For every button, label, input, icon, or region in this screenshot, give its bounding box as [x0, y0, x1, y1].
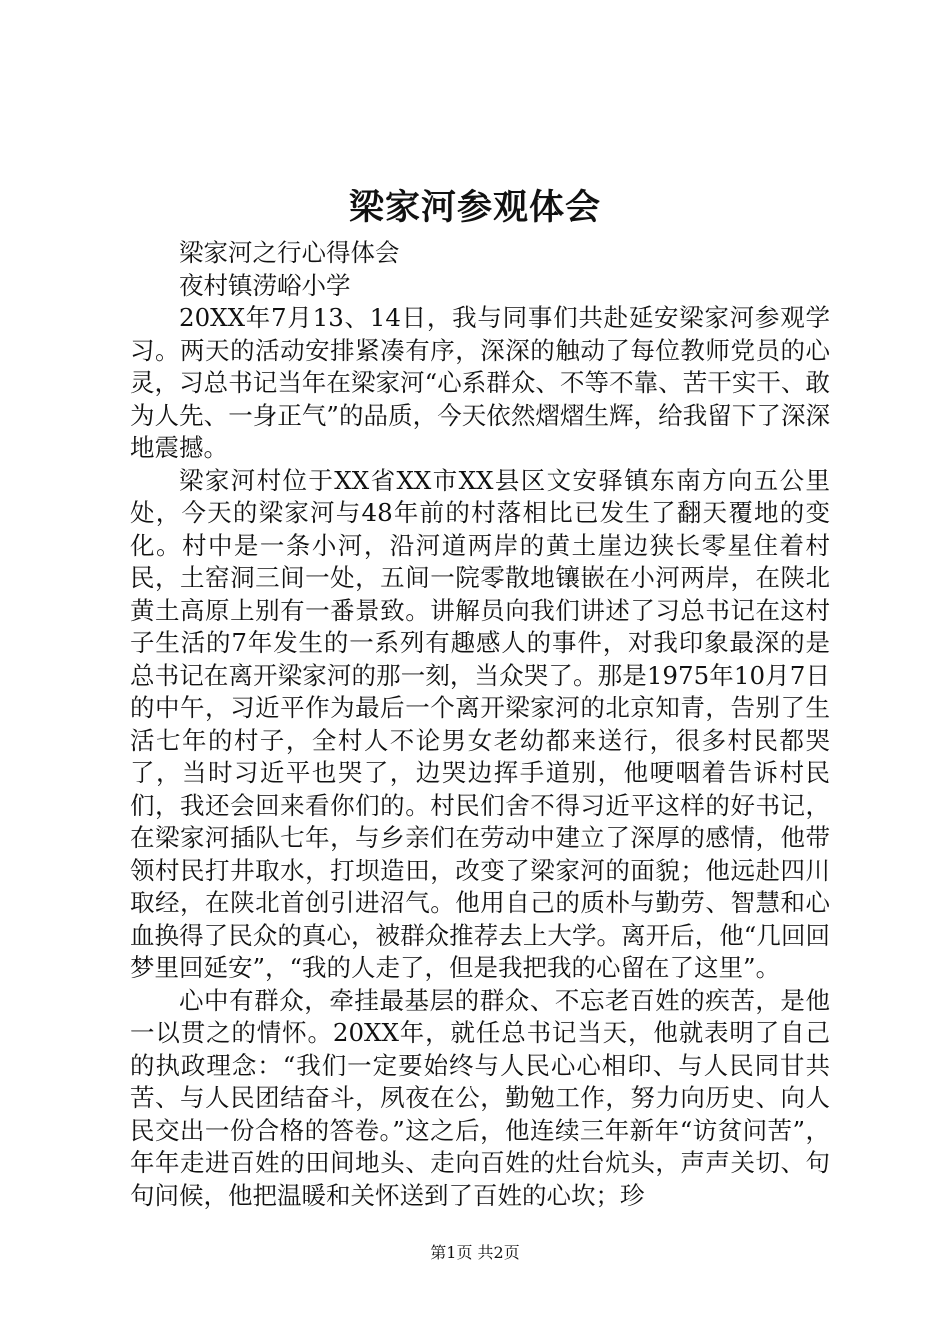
document-body [130, 237, 830, 1212]
document-title: 梁家河参观体会 [348, 187, 601, 228]
author-line: 夜村镇涝峪小学 [179, 270, 351, 300]
body-paragraph: 心中有群众，牵挂最基层的群众、不忘老百姓的疾苦，是他一以贯之的情怀。20XX年，就任总书记当天，他就表明了自己的执政理念：“我们一定要始终与人民心心相印、与人民同甘共苦、与人民团结奋斗，夙夜在公，勤勉工作，努力向历史、向人民交出一份合格的答卷。”这之后，他连续三年新年“访贫问苦”，年年走进百姓的田间地头、走向百姓的灶台炕头，声声关切、句句问候，他把温暖和关怀送到了百姓的心坎；珍 [130, 985, 830, 1210]
body-paragraph: 20XX年7月13、14日，我与同事们共赴延安梁家河参观学习。两天的活动安排紧凑有序，深深的触动了每位教师党员的心灵，习总书记当年在梁家河“心系群众、不等不靠、苦干实干、敢为人先、一身正气”的品质，今天依然熠熠生辉，给我留下了深深地震撼。 [130, 303, 830, 462]
page-footer [0, 1241, 950, 1265]
page-indicator: 第1页 共2页 [430, 1243, 520, 1262]
subtitle-line: 梁家河之行心得体会 [179, 238, 400, 267]
body-paragraph: 梁家河村位于XX省XX市XX县区文安驿镇东南方向五公里处，今天的梁家河与48年前的村落相比已发生了翻天覆地的变化。村中是一条小河，沿河道两岸的黄土崖边狭长零星住着村民，土窑洞三间一处，五间一院零散地镶嵌在小河两岸，在陕北黄土高原上别有一番景致。讲解员向我们讲述了习总书记在这村子生活的7年发生的一系列有趣感人的事件，对我印象最深的是总书记在离开梁家河的那一刻，当众哭了。那是1975年10月7日的中午，习近平作为最后一个离开梁家河的北京知青，告别了生活七年的村子，全村人不论男女老幼都来送行，很多村民都哭了，当时习近平也哭了，边哭边挥手道别，他哽咽着告诉村民们，我还会回来看你们的。村民们舍不得习近平这样的好书记，在梁家河插队七年，与乡亲们在劳动中建立了深厚的感情，他带领村民打井取水，打坝造田，改变了梁家河的面貌；他远赴四川取经，在陕北首创引进沼气。他用自己的质朴与勤劳、智慧和心血换得了民众的真心，被群众推荐去上大学。离开后，他“几回回梦里回延安”，“我的人走了，但是我把我的心留在了这里”。 [130, 465, 830, 982]
